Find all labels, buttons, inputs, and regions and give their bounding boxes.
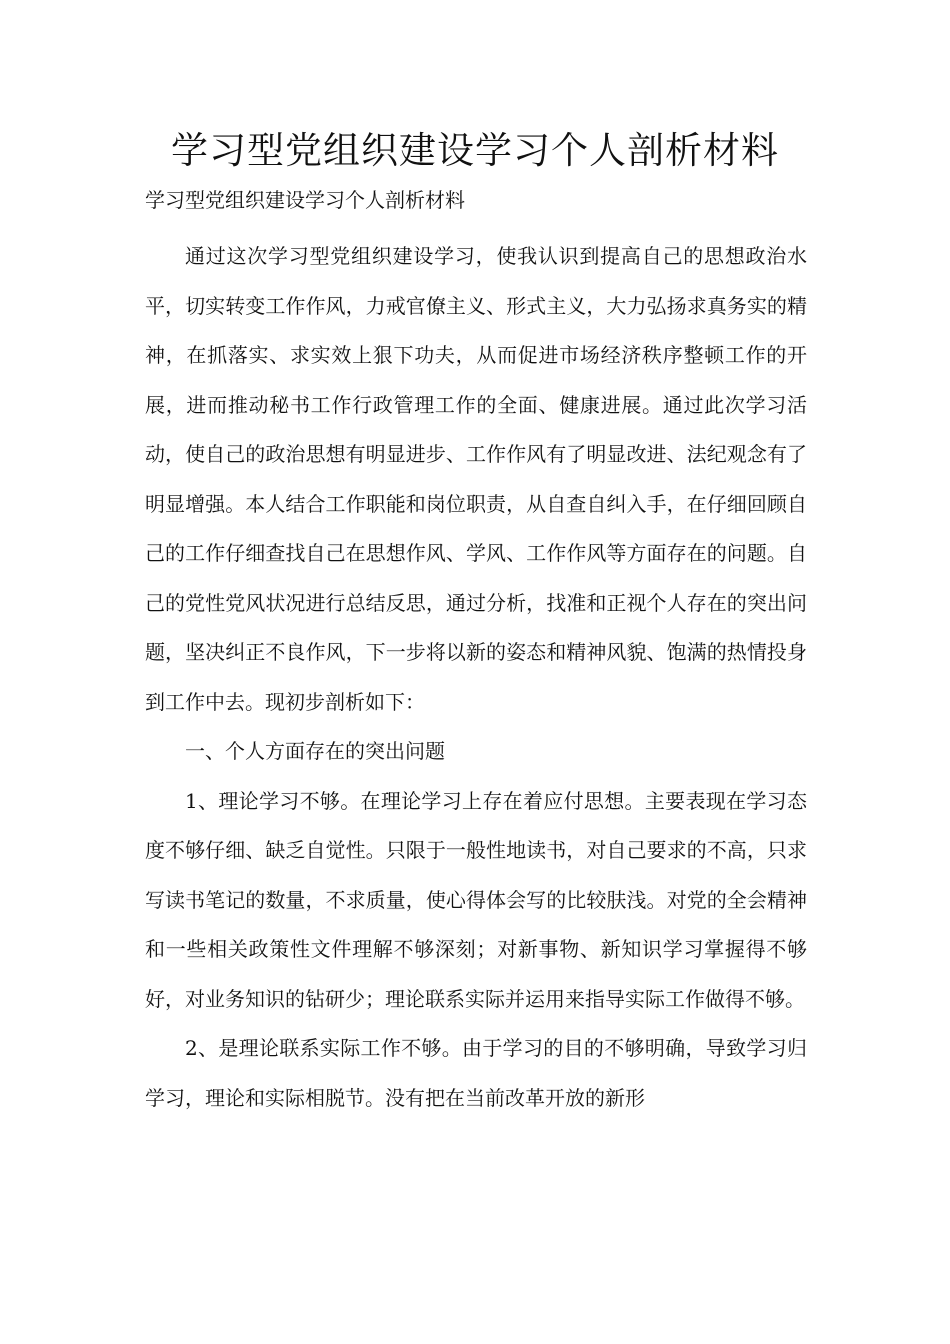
section-heading: 一、个人方面存在的突出问题 bbox=[185, 739, 445, 763]
document-body bbox=[145, 232, 807, 1123]
document-subtitle: 学习型党组织建设学习个人剖析材料 bbox=[145, 188, 465, 212]
paragraph-item-1: 1、理论学习不够。在理论学习上存在着应付思想。主要表现在学习态度不够仔细、缺乏自觉性。只限于一般性地读书，对自己要求的不高，只求写读书笔记的数量，不求质量，使心得体会写的比较肤浅。对党的全会精神和一些相关政策性文件理解不够深刻；对新事物、新知识学习掌握得不够好，对业务知识的钻研少；理论联系实际并运用来指导实际工作做得不够。 bbox=[145, 788, 807, 1011]
document-title: 学习型党组织建设学习个人剖析材料 bbox=[171, 129, 779, 172]
paragraph-item-2: 2、是理论联系实际工作不够。由于学习的目的不够明确，导致学习归学习，理论和实际相脱节。没有把在当前改革开放的新形 bbox=[145, 1036, 807, 1110]
paragraph-intro: 通过这次学习型党组织建设学习，使我认识到提高自己的思想政治水平，切实转变工作作风，力戒官僚主义、形式主义，大力弘扬求真务实的精神，在抓落实、求实效上狠下功夫，从而促进市场经济秩序整顿工作的开展，进而推动秘书工作行政管理工作的全面、健康进展。通过此次学习活动，使自己的政治思想有明显进步、工作作风有了明显改进、法纪观念有了明显增强。本人结合工作职能和岗位职责，从自查自纠入手，在仔细回顾自己的工作仔细查找自己在思想作风、学风、工作作风等方面存在的问题。自己的党性党风状况进行总结反思，通过分析，找准和正视个人存在的突出问题，坚决纠正不良作风，下一步将以新的姿态和精神风貌、饱满的热情投身到工作中去。现初步剖析如下： bbox=[145, 244, 807, 714]
